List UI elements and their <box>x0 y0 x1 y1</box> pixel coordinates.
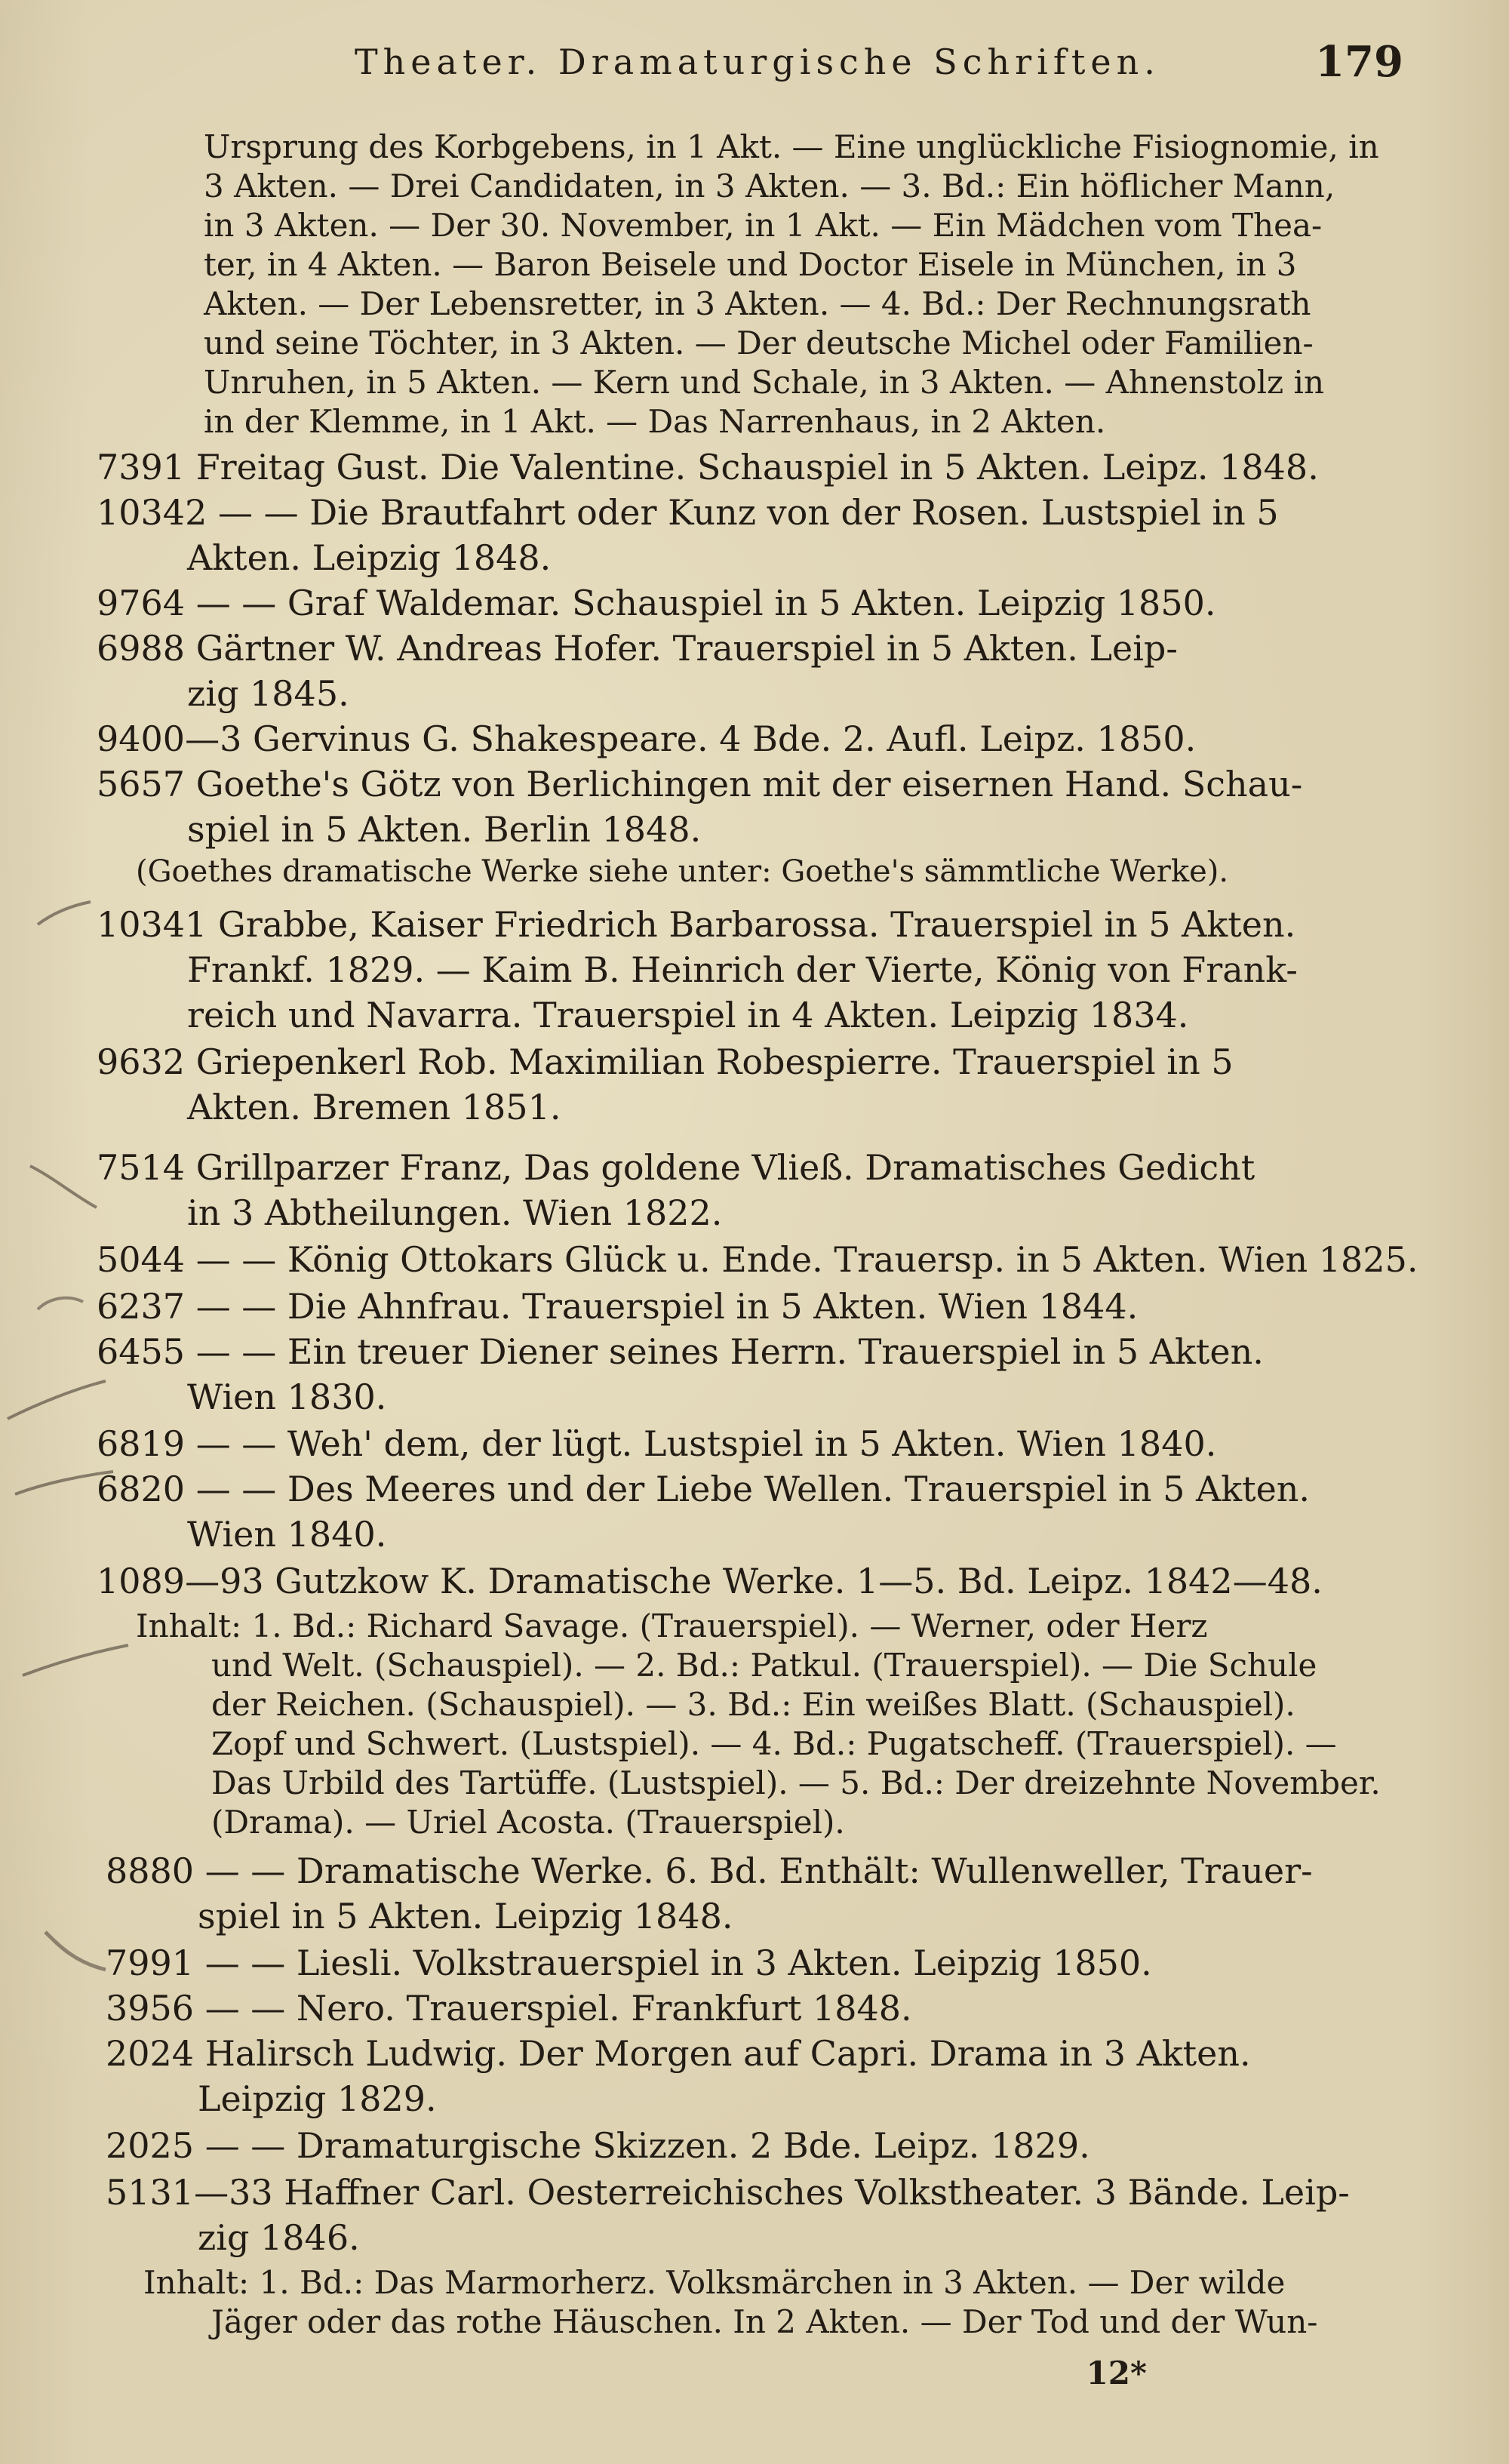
text-line: 7391 Freitag Gust. Die Valentine. Schauspiel in 5 Akten. Leipz. 1848. <box>97 447 1319 488</box>
text-line: Zopf und Schwert. (Lustspiel). — 4. Bd.: Pugatscheff. (Trauerspiel). — <box>211 1725 1337 1762</box>
text-line: 2025 — — Dramaturgische Skizzen. 2 Bde. Leipz. 1829. <box>106 2125 1090 2166</box>
text-line: Leipzig 1829. <box>198 2078 437 2119</box>
pencil-stroke <box>23 1645 128 1675</box>
text-line: 1089—93 Gutzkow K. Dramatische Werke. 1—5. Bd. Leipz. 1842—48. <box>97 1561 1323 1601</box>
text-line: 6819 — — Weh' dem, der lügt. Lustspiel in 5 Akten. Wien 1840. <box>97 1423 1217 1464</box>
pencil-stroke <box>38 1298 83 1309</box>
text-line: ter, in 4 Akten. — Baron Beisele und Doctor Eisele in München, in 3 <box>204 246 1297 283</box>
text-line: 6820 — — Des Meeres und der Liebe Wellen. Trauerspiel in 5 Akten. <box>97 1469 1311 1509</box>
text-line: zig 1846. <box>198 2217 360 2258</box>
text-line: in der Klemme, in 1 Akt. — Das Narrenhaus, in 2 Akten. <box>204 403 1106 440</box>
text-line: Jäger oder das rothe Häuschen. In 2 Akten. — Der Tod und der Wun- <box>211 2303 1318 2340</box>
text-line: spiel in 5 Akten. Leipzig 1848. <box>198 1896 733 1936</box>
text-line: in 3 Abtheilungen. Wien 1822. <box>187 1192 723 1233</box>
text-line: (Drama). — Uriel Acosta. (Trauerspiel). <box>211 1804 845 1841</box>
text-line: reich und Navarra. Trauerspiel in 4 Akten. Leipzig 1834. <box>187 995 1189 1035</box>
text-line: Das Urbild des Tartüffe. (Lustspiel). — 5. Bd.: Der dreizehnte November. <box>211 1764 1381 1801</box>
text-line: 9764 — — Graf Waldemar. Schauspiel in 5 Akten. Leipzig 1850. <box>97 583 1216 623</box>
text-line: 5044 — — König Ottokars Glück u. Ende. Trauersp. in 5 Akten. Wien 1825. <box>97 1239 1418 1280</box>
text-line: 3956 — — Nero. Trauerspiel. Frankfurt 1848. <box>106 1988 912 2029</box>
text-line: Wien 1840. <box>187 1514 387 1555</box>
text-line: Akten. Leipzig 1848. <box>187 537 552 578</box>
text-line: zig 1845. <box>187 673 349 714</box>
page-number: 179 <box>1315 37 1403 87</box>
text-line: Akten. Bremen 1851. <box>187 1087 561 1127</box>
text-line: 8880 — — Dramatische Werke. 6. Bd. Enthält: Wullenweller, Trauer- <box>106 1850 1313 1891</box>
text-line: 2024 Halirsch Ludwig. Der Morgen auf Capri. Drama in 3 Akten. <box>106 2033 1251 2074</box>
text-line: 3 Akten. — Drei Candidaten, in 3 Akten. — 3. Bd.: Ein höflicher Mann, <box>204 168 1335 205</box>
text-line: 7514 Grillparzer Franz, Das goldene Vließ. Dramatisches Gedicht <box>97 1147 1255 1188</box>
text-line: 6237 — — Die Ahnfrau. Trauerspiel in 5 Akten. Wien 1844. <box>97 1286 1139 1327</box>
text-line: 5657 Goethe's Götz von Berlichingen mit der eisernen Hand. Schau- <box>97 764 1303 804</box>
text-line: 9632 Griepenkerl Rob. Maximilian Robespierre. Trauerspiel in 5 <box>97 1041 1234 1082</box>
text-line: 7991 — — Liesli. Volkstrauerspiel in 3 Akten. Leipzig 1850. <box>106 1943 1152 1983</box>
text-line: und Welt. (Schauspiel). — 2. Bd.: Patkul. (Trauerspiel). — Die Schule <box>211 1647 1317 1684</box>
text-line: in 3 Akten. — Der 30. November, in 1 Akt. — Ein Mädchen vom Thea- <box>204 207 1323 244</box>
text-line: 6988 Gärtner W. Andreas Hofer. Trauerspiel in 5 Akten. Leip- <box>97 628 1178 669</box>
text-line: Akten. — Der Lebensretter, in 3 Akten. — 4. Bd.: Der Rechnungsrath <box>204 285 1311 322</box>
text-line: spiel in 5 Akten. Berlin 1848. <box>187 809 702 850</box>
text-line: Frankf. 1829. — Kaim B. Heinrich der Vierte, König von Frank- <box>187 949 1298 990</box>
pencil-stroke <box>8 1381 106 1419</box>
text-line: 9400—3 Gervinus G. Shakespeare. 4 Bde. 2. Aufl. Leipz. 1850. <box>97 718 1197 759</box>
running-head: Theater. Dramaturgische Schriften. <box>355 42 1160 82</box>
text-line: Ursprung des Korbgebens, in 1 Akt. — Eine unglückliche Fisiognomie, in <box>204 128 1379 165</box>
text-line: Unruhen, in 5 Akten. — Kern und Schale, in 3 Akten. — Ahnenstolz in <box>204 364 1325 401</box>
text-line: 10342 — — Die Brautfahrt oder Kunz von der Rosen. Lustspiel in 5 <box>97 492 1279 533</box>
text-line: 5131—33 Haffner Carl. Oesterreichisches Volkstheater. 3 Bände. Leip- <box>106 2172 1350 2213</box>
text-line: und seine Töchter, in 3 Akten. — Der deutsche Michel oder Familien- <box>204 325 1314 361</box>
text-line: Inhalt: 1. Bd.: Richard Savage. (Trauerspiel). — Werner, oder Herz <box>136 1607 1208 1644</box>
pencil-stroke <box>30 1166 97 1207</box>
signature-mark: 12* <box>1086 2355 1147 2392</box>
pencil-stroke <box>45 1932 106 1970</box>
text-line: der Reichen. (Schauspiel). — 3. Bd.: Ein weißes Blatt. (Schauspiel). <box>211 1686 1295 1723</box>
text-line: Inhalt: 1. Bd.: Das Marmorherz. Volksmärchen in 3 Akten. — Der wilde <box>143 2264 1286 2301</box>
text-line: Wien 1830. <box>187 1377 387 1417</box>
text-line: 10341 Grabbe, Kaiser Friedrich Barbarossa. Trauerspiel in 5 Akten. <box>97 904 1296 945</box>
pencil-stroke <box>38 902 91 924</box>
text-line: (Goethes dramatische Werke siehe unter: Goethe's sämmtliche Werke). <box>136 854 1229 889</box>
page-header <box>0 37 1509 94</box>
text-line: 6455 — — Ein treuer Diener seines Herrn. Trauerspiel in 5 Akten. <box>97 1331 1264 1372</box>
